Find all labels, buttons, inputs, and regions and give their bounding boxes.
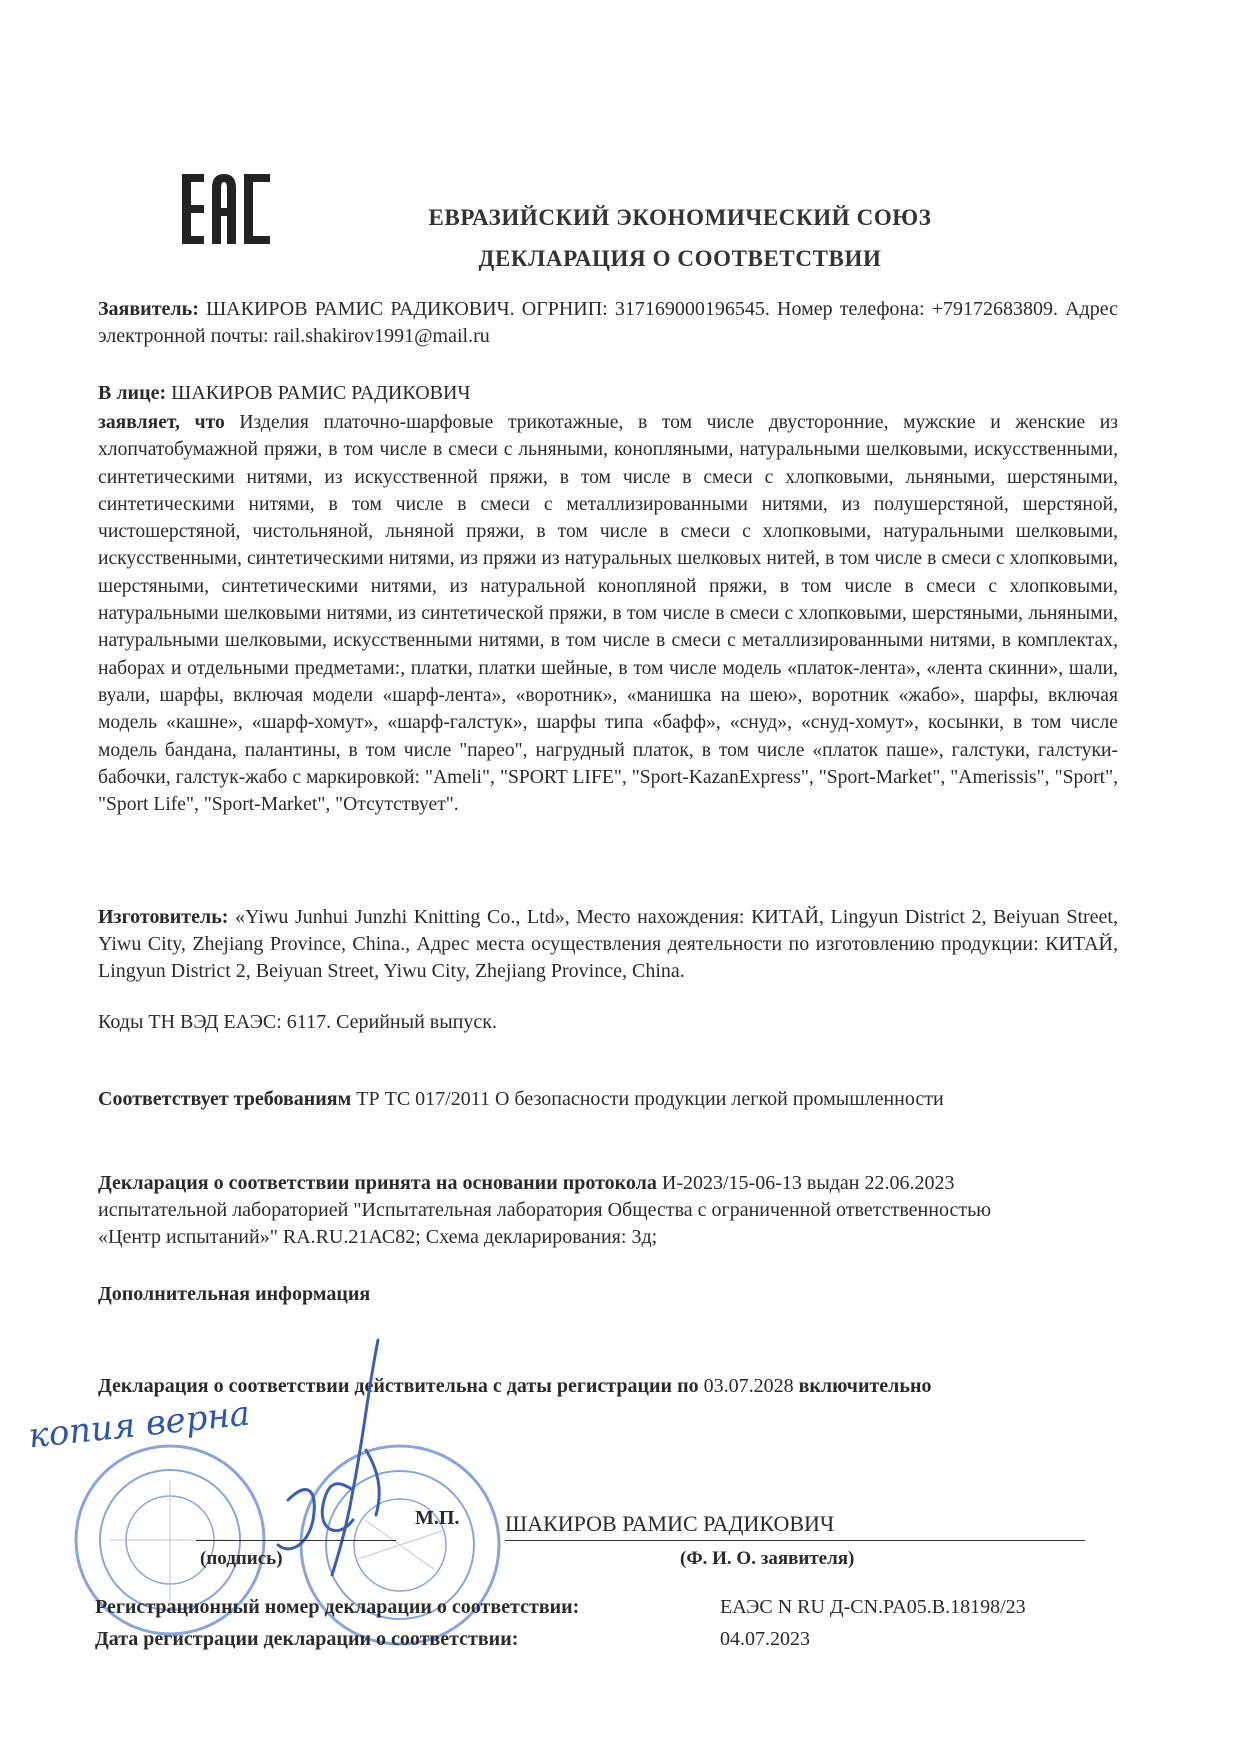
document-title: ДЕКЛАРАЦИЯ О СООТВЕТСТВИИ <box>478 246 882 271</box>
registration-number-value: ЕАЭС N RU Д-CN.PA05.B.18198/23 <box>720 1596 1026 1618</box>
customs-codes: Коды ТН ВЭД ЕАЭС: 6117. Серийный выпуск. <box>98 1011 497 1033</box>
representative-name: ШАКИРОВ РАМИС РАДИКОВИЧ <box>171 382 471 404</box>
representative-label: В лице: <box>98 382 167 404</box>
handwritten-signature <box>228 1330 458 1580</box>
name-caption: (Ф. И. О. заявителя) <box>680 1548 855 1569</box>
conformity-section <box>98 1086 998 1113</box>
product-statement <box>98 409 1118 818</box>
protocol-basis-text: И-2023/15-06-13 выдан 22.06.2023 испытательной лабораторией "Испытательная лаборатория Общества с ограниченной ответственностью «Центр испытаний»" RA.RU.21АС82; Схема декларирования: 3д; <box>98 1172 992 1248</box>
applicant-section <box>98 296 1118 350</box>
validity-date: 03.07.2028 <box>703 1375 794 1397</box>
signature-line <box>196 1540 396 1541</box>
conformity-text: ТР ТС 017/2011 О безопасности продукции легкой промышленности <box>356 1088 944 1110</box>
seal-place-mark: М.П. <box>415 1507 460 1529</box>
protocol-basis-section <box>98 1170 1058 1251</box>
protocol-basis-label: Декларация о соответствии принята на основании протокола <box>98 1172 657 1194</box>
applicant-label: Заявитель: <box>98 298 199 320</box>
registration-number-label: Регистрационный номер декларации о соответствии: <box>95 1596 580 1618</box>
signer-name: ШАКИРОВ РАМИС РАДИКОВИЧ <box>505 1511 835 1536</box>
registration-date-label: Дата регистрации декларации о соответствии: <box>95 1628 519 1650</box>
conformity-label: Соответствует требованиям <box>98 1088 352 1110</box>
handwritten-copy-note: копия верна <box>26 1393 252 1457</box>
eac-logo <box>182 172 272 246</box>
manufacturer-section <box>98 904 1118 985</box>
manufacturer-text: «Yiwu Junhui Junzhi Knitting Co., Ltd», Место нахождения: КИТАЙ, Lingyun District 2, Beiyuan Street, Yiwu City, Zhejiang Province, China., Адрес места осуществления деятельности по изготовлению продукции: КИТАЙ, Lingyun District 2, Beiyuan Street, Yiwu City, Zhejiang Province, China. <box>98 906 1118 982</box>
validity-label: Декларация о соответствии действительна с даты регистрации по <box>98 1375 699 1397</box>
applicant-text: ШАКИРОВ РАМИС РАДИКОВИЧ. ОГРНИП: 317169000196545. Номер телефона: +79172683809. Адрес электронной почты: rail.shakirov1991@mail.ru <box>98 298 1118 347</box>
representative-section <box>98 380 1118 407</box>
signature-caption: (подпись) <box>200 1548 283 1569</box>
registration-date-value: 04.07.2023 <box>720 1628 810 1650</box>
union-title: ЕВРАЗИЙСКИЙ ЭКОНОМИЧЕСКИЙ СОЮЗ <box>428 205 932 230</box>
statement-label: заявляет, что <box>98 412 225 433</box>
name-line <box>505 1540 1085 1541</box>
additional-info-heading: Дополнительная информация <box>98 1283 371 1305</box>
statement-text: Изделия платочно-шарфовые трикотажные, в том числе двусторонние, мужские и женские из хлопчатобумажной пряжи, в том числе в смеси с льняными, конопляными, натуральными шелковыми, искусственными, синтетическими нитями, из искусственной пряжи, в том числе в смеси с хлопковыми, льняными, шерстяными, синтетическими нитями, в том числе в смеси с металлизированными нитями, из полушерстяной, шерстяной, чистошерстяной, чистольняной, льняной пряжи, в том числе в смеси с хлопковыми, натуральными шелковыми, искусственными, синтетическими нитями, из пряжи из натуральных шелковых нитей, в том числе в смеси с хлопковыми, шерстяными, синтетическими нитями, из натуральной конопляной пряжи, в том числе в смеси с хлопковыми, натуральными шелковыми нитями, из синтетической пряжи, в том числе в смеси с хлопковыми, шерстяными, льняными, натуральными шелковыми, искусственными нитями, в том числе в смеси с металлизированными нитями, в комплектах, наборах и отдельными предметами:, платки, платки шейные, в том числе модель «платок-лента», «лента скинни», шали, вуали, шарфы, включая модели «шарф-лента», «воротник», «манишка на шею», воротник «жабо», шарфы, включая модель «кашне», «шарф-хомут», «шарф-галстук», шарфы типа «бафф», «снуд», «снуд-хомут», косынки, в том числе модель бандана, палантины, в том числе "парео", нагрудный платок, в том числе «платок паше», галстуки, галстуки-бабочки, галстук-жабо с маркировкой: "Ameli", "SPORT LIFE", "Sport-KazanExpress", "Sport-Market", "Amerissis", "Sport", "Sport Life", "Sport-Market", "Отсутствует". <box>98 412 1119 816</box>
validity-suffix: включительно <box>798 1375 932 1397</box>
manufacturer-label: Изготовитель: <box>98 906 229 928</box>
